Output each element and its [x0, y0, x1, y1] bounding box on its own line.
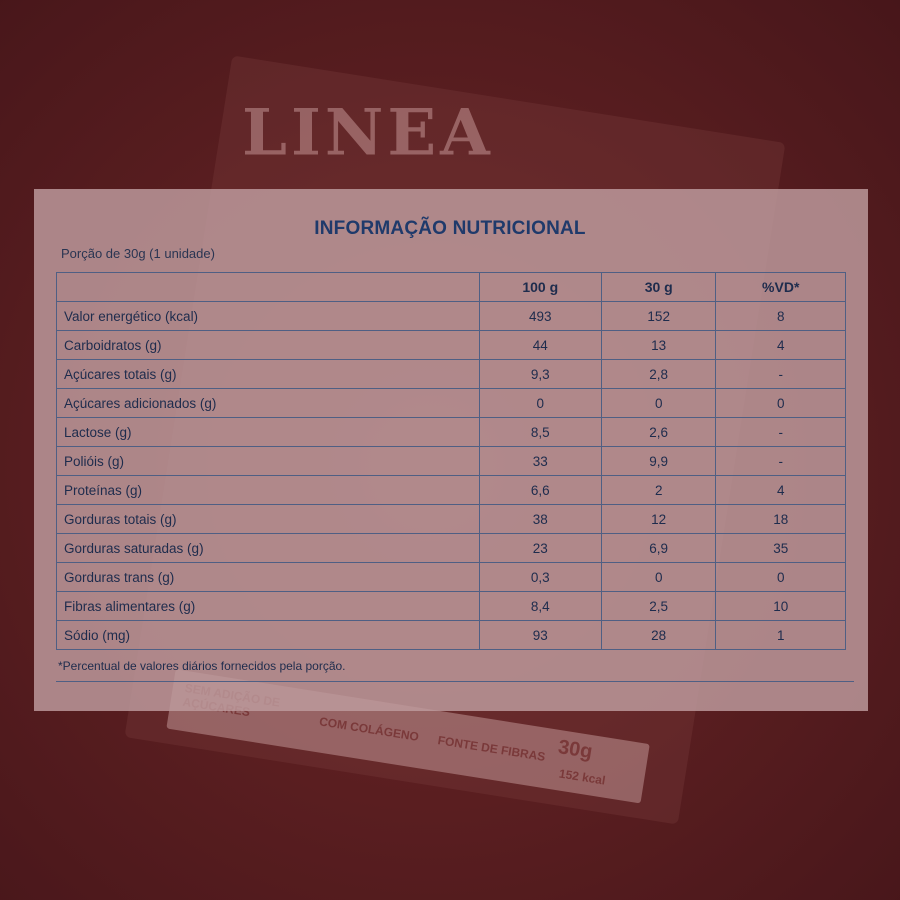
- value-per-30g: 13: [601, 331, 716, 360]
- table-row: [57, 592, 846, 621]
- value-per-100g: 93: [479, 621, 601, 650]
- nutrient-name: Gorduras trans (g): [57, 563, 480, 592]
- table-row: [57, 447, 846, 476]
- value-vd: -: [716, 447, 846, 476]
- nutrition-table: [56, 272, 846, 650]
- table-row: [57, 563, 846, 592]
- claim-collagen: COM COLÁGENO: [318, 714, 420, 744]
- nutrient-name: Gorduras totais (g): [57, 505, 480, 534]
- value-vd: -: [716, 360, 846, 389]
- value-per-100g: 9,3: [479, 360, 601, 389]
- value-vd: 1: [716, 621, 846, 650]
- table-row: [57, 389, 846, 418]
- nutrient-name: Valor energético (kcal): [57, 302, 480, 331]
- value-per-100g: 8,5: [479, 418, 601, 447]
- value-vd: 10: [716, 592, 846, 621]
- value-per-30g: 0: [601, 389, 716, 418]
- table-row: [57, 505, 846, 534]
- panel-title: INFORMAÇÃO NUTRICIONAL: [314, 218, 586, 239]
- value-per-30g: 2,8: [601, 360, 716, 389]
- header-nutrient: [57, 273, 480, 302]
- nutrient-name: Lactose (g): [57, 418, 480, 447]
- table-row: [57, 418, 846, 447]
- value-per-100g: 23: [479, 534, 601, 563]
- table-row: [57, 360, 846, 389]
- header-vd: %VD*: [716, 273, 846, 302]
- nutrient-name: Sódio (mg): [57, 621, 480, 650]
- value-vd: 4: [716, 331, 846, 360]
- value-vd: 35: [716, 534, 846, 563]
- nutrient-name: Carboidratos (g): [57, 331, 480, 360]
- value-vd: 4: [716, 476, 846, 505]
- value-per-30g: 2,5: [601, 592, 716, 621]
- value-per-30g: 6,9: [601, 534, 716, 563]
- nutrient-name: Açúcares totais (g): [57, 360, 480, 389]
- nutrient-name: Gorduras saturadas (g): [57, 534, 480, 563]
- portion-size: Porção de 30g (1 unidade): [61, 246, 215, 261]
- value-per-100g: 493: [479, 302, 601, 331]
- nutrient-name: Açúcares adicionados (g): [57, 389, 480, 418]
- table-header-row: [57, 273, 846, 302]
- value-vd: 0: [716, 563, 846, 592]
- footnote: *Percentual de valores diários fornecidos pela porção.: [58, 659, 346, 673]
- brand-logo: LINEA: [241, 95, 494, 171]
- value-per-100g: 8,4: [479, 592, 601, 621]
- table-row: [57, 534, 846, 563]
- value-per-100g: 6,6: [479, 476, 601, 505]
- nutrient-name: Polióis (g): [57, 447, 480, 476]
- value-per-30g: 12: [601, 505, 716, 534]
- table-row: [57, 476, 846, 505]
- value-per-30g: 28: [601, 621, 716, 650]
- table-row: [57, 331, 846, 360]
- table-row: [57, 302, 846, 331]
- value-per-100g: 38: [479, 505, 601, 534]
- value-per-30g: 0: [601, 563, 716, 592]
- header-per-30g: 30 g: [601, 273, 716, 302]
- value-per-100g: 44: [479, 331, 601, 360]
- footnote-divider: [56, 681, 854, 682]
- package-kcal: 152 kcal: [558, 766, 607, 788]
- value-vd: -: [716, 418, 846, 447]
- claim-fiber: FONTE DE FIBRAS: [436, 733, 547, 764]
- table-row: [57, 621, 846, 650]
- header-per-100g: 100 g: [479, 273, 601, 302]
- value-vd: 8: [716, 302, 846, 331]
- value-per-30g: 9,9: [601, 447, 716, 476]
- value-per-100g: 33: [479, 447, 601, 476]
- value-per-100g: 0: [479, 389, 601, 418]
- value-per-30g: 2,6: [601, 418, 716, 447]
- value-per-30g: 2: [601, 476, 716, 505]
- value-per-100g: 0,3: [479, 563, 601, 592]
- nutrient-name: Proteínas (g): [57, 476, 480, 505]
- package-weight: 30g: [556, 736, 595, 764]
- nutrient-name: Fibras alimentares (g): [57, 592, 480, 621]
- value-vd: 18: [716, 505, 846, 534]
- value-vd: 0: [716, 389, 846, 418]
- value-per-30g: 152: [601, 302, 716, 331]
